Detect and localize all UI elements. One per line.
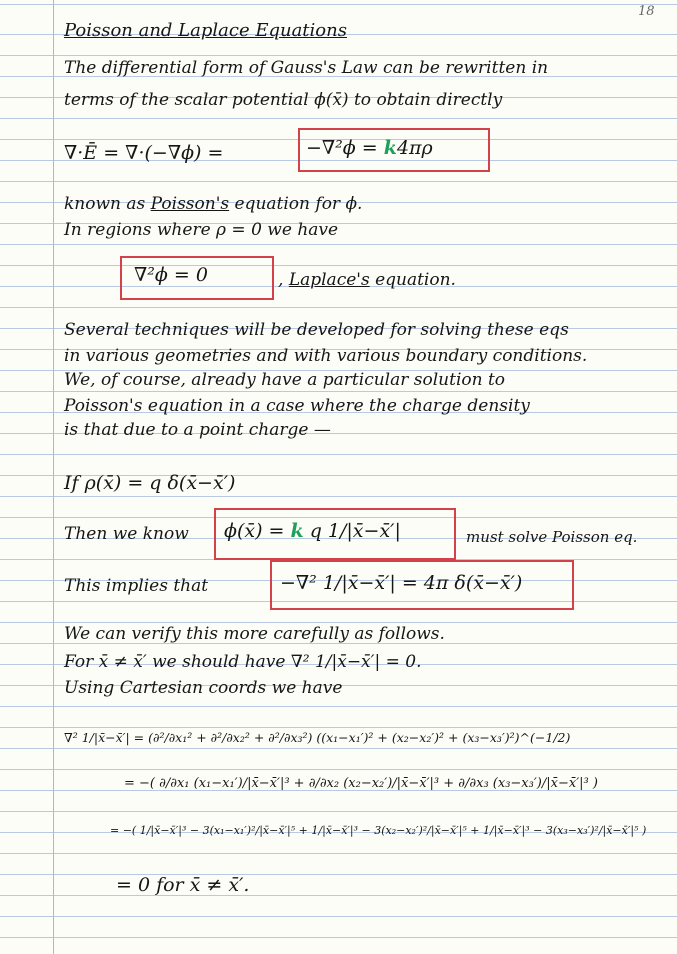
- implies-text: This implies that: [64, 576, 209, 596]
- several-line-5: is that due to a point charge —: [64, 420, 331, 440]
- intro-line-2: terms of the scalar potential ϕ(x̄) to obtain directly: [64, 90, 503, 110]
- laplace-equation-text: equation.: [369, 270, 456, 290]
- intro-line-1: The differential form of Gauss's Law can be rewritten in: [64, 58, 549, 78]
- page-title: Poisson and Laplace Equations: [64, 20, 347, 41]
- potential-lhs: ϕ(x̄) =: [224, 520, 291, 542]
- derivation-step-3: = −( 1/|x̄−x̄′|³ − 3(x₁−x₁′)²/|x̄−x̄′|⁵ + 1/|x̄−x̄′|³ − 3(x₂−x₂′)²/|x̄−x̄′|⁵ + 1/|x̄−x̄′|³ − 3(x₃−x₃′)²/|x̄−x̄′|⁵ ): [110, 824, 647, 837]
- laplace-name: Laplace's: [288, 270, 370, 290]
- several-line-3: We, of course, already have a particular solution to: [64, 370, 506, 390]
- several-line-1: Several techniques will be developed for solving these eqs: [64, 320, 569, 340]
- potential-rhs: q 1/|x̄−x̄′|: [303, 520, 401, 542]
- laplace-equation: ∇²ϕ = 0: [134, 264, 208, 286]
- poisson-equation-left: ∇̄·Ē = ∇̄·(−∇̄ϕ) =: [64, 142, 224, 164]
- must-solve-text: must solve Poisson eq.: [466, 528, 638, 546]
- using-cartesian-line: Using Cartesian coords we have: [64, 678, 343, 698]
- regions-line: In regions where ρ = 0 we have: [64, 220, 339, 240]
- poisson-lhs: −∇²ϕ =: [306, 137, 384, 159]
- poisson-equation-boxed: [306, 137, 433, 160]
- known-as-line: [64, 194, 362, 214]
- point-charge-potential: [224, 520, 401, 543]
- poisson-rhs: 4πρ: [396, 137, 433, 159]
- laplace-label: [278, 270, 456, 290]
- coulomb-constant-k: k: [383, 137, 397, 159]
- several-line-4: Poisson's equation in a case where the charge density: [64, 396, 530, 416]
- verify-line: We can verify this more carefully as follows.: [64, 624, 445, 644]
- coulomb-constant-k-2: k: [290, 520, 304, 542]
- margin-line: [53, 0, 54, 954]
- green-function-equation: −∇² 1/|x̄−x̄′| = 4π δ(x̄−x̄′): [280, 572, 523, 594]
- for-line: For x̄ ≠ x̄′ we should have ∇² 1/|x̄−x̄′| = 0.: [64, 652, 422, 672]
- derivation-step-1: ∇² 1/|x̄−x̄′| = (∂²/∂x₁² + ∂²/∂x₂² + ∂²/∂x₃²) ((x₁−x₁′)² + (x₂−x₂′)² + (x₃−x₃′)²)^(−1/2): [64, 730, 571, 745]
- derivation-result: = 0 for x̄ ≠ x̄′.: [116, 874, 250, 896]
- several-line-2: in various geometries and with various boundary conditions.: [64, 346, 588, 366]
- page-number: 18: [638, 4, 655, 19]
- laplace-comma: ,: [278, 270, 289, 290]
- equation-for-text: equation for ϕ.: [229, 194, 363, 214]
- then-we-know: Then we know: [64, 524, 189, 544]
- if-charge-density: If ρ(x̄) = q δ(x̄−x̄′): [64, 472, 236, 494]
- known-as-text: known as: [64, 194, 151, 214]
- poisson-name: Poisson's: [150, 194, 230, 214]
- derivation-step-2: = −( ∂/∂x₁ (x₁−x₁′)/|x̄−x̄′|³ + ∂/∂x₂ (x₂−x₂′)/|x̄−x̄′|³ + ∂/∂x₃ (x₃−x₃′)/|x̄−x̄′|³ ): [124, 776, 598, 791]
